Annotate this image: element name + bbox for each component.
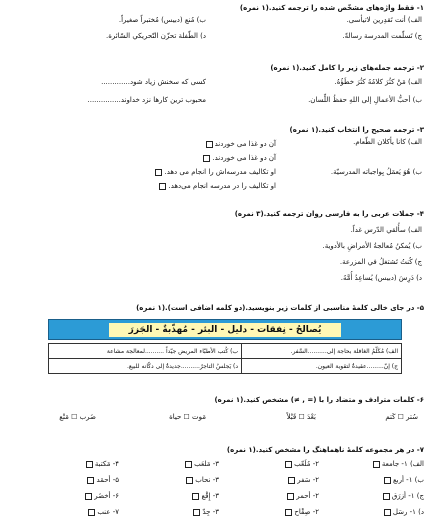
q6-pair-2: بَعْدَ ☐ قَبْلاً	[286, 413, 316, 421]
q5-title: ۵- در جای خالی کلمهٔ مناسبی از کلمات زیر بنویسید.(دو کلمه اضافی است).(١ نمره)	[136, 304, 424, 312]
q1-item-c: ج) تَسلّمت المدرسة رسالةً.	[342, 32, 422, 40]
q6-title: ۶- کلمات مترادف و متضاد را با (= , ≠) مشخص کنید.(١ نمره)	[214, 396, 424, 404]
q7-word: الف) ١- جامعة	[381, 460, 424, 468]
q7-row	[10, 476, 424, 486]
q1-title: ١- فقط واژه‌های مشخّص شده را ترجمه کنید.(١ نمره)	[239, 4, 424, 12]
q2-item-b-translation: محبوب ترین کارها نزد خداوند...............	[87, 96, 206, 104]
q1-item-d: د) الطّفلة تحزّن التّحريكي السّائرة.	[105, 32, 206, 40]
q2-item-a: الف) مَنْ كثُرَ كلامُهُ كثُرَ خطَؤُهُ.	[334, 78, 422, 86]
q3-b-option-2-label: او تکالیف را در مدرسه انجام می‌دهد.	[168, 182, 276, 190]
checkbox[interactable]	[206, 141, 213, 148]
q7-word: ٧- عنب	[97, 508, 119, 516]
q3-a-option-1-label: آن دو غذا می خوردند	[214, 140, 276, 148]
q6-pair-3: مَوت ☐ حياة	[169, 413, 206, 421]
checkbox[interactable]	[159, 183, 166, 190]
q4-item-a: الف) سأُلقي الدّرس غداً.	[350, 226, 422, 234]
checkbox[interactable]	[86, 461, 93, 468]
q7-word: ۴- مَكتبة	[94, 460, 119, 468]
checkbox[interactable]	[383, 493, 390, 500]
q4-item-d: د) دَرِسَ (دبیس) يُساعِدُ أُمَّهُ.	[340, 274, 422, 282]
q7-word: ٢- صِقْاح	[294, 508, 319, 516]
q4-item-b: ب) يُمكنُ مُعالجةُ الأمراضِ بالأدوية.	[322, 242, 422, 250]
q7-word: ج) ١- أزرَق	[391, 492, 424, 500]
q1-item-b: ب) مُنع (دبیس) مُختبراً صغیراً.	[118, 16, 206, 24]
q4-item-c: ج) كُنتُ تَشتغلُ في المزرعة.	[339, 258, 422, 266]
fill-blank-d: د) يَجلسُ التاجرُ..........جديدةٌ إلى دكّانه للبيع.	[49, 359, 242, 374]
fill-blank-a: الف) مُكَلّمُ الغافلة بحاجة إلى..........السَّفر.	[242, 344, 402, 359]
checkbox[interactable]	[287, 493, 294, 500]
q7-word: ٣- جِدّ	[202, 508, 219, 516]
q3-a-option-2[interactable]	[201, 154, 276, 162]
fill-blank-b: ب) كُتب الأطبّاء المريض جيّداً ..........لمعالجة مشاعة	[49, 344, 242, 359]
checkbox[interactable]	[384, 509, 391, 516]
q7-title: ٧- در هر مجموعه کلمهٔ ناهماهنگ را مشخص کنید.(١ نمره)	[226, 446, 424, 454]
word-bank-box	[48, 319, 402, 340]
q7-word: ۵- أحمَد	[96, 476, 119, 484]
q3-b-option-1-label: او تکالیف مدرسه‌اش را انجام می دهد.	[164, 168, 276, 176]
q7-word: ب) ١- أربع	[392, 476, 424, 484]
q7-row	[10, 460, 424, 470]
fill-blank-c: ج) إنّ.........عقيدةٌ لتقوية العيون.	[242, 359, 402, 374]
fill-blank-table	[48, 343, 402, 374]
q7-word: ۶- أخضَر	[94, 492, 119, 500]
q7-word: ٢- أحمر	[296, 492, 319, 500]
q7-word: ٣- إِقْع	[201, 492, 219, 500]
checkbox[interactable]	[285, 461, 292, 468]
checkbox[interactable]	[88, 509, 95, 516]
q3-a-option-2-label: آن دو غذا می خوردند.	[212, 154, 276, 162]
q4-title: ۴- جملات عربی را به فارسی روان ترجمه کنید.(٣ نمره)	[234, 210, 424, 218]
q3-b-option-2[interactable]	[157, 182, 276, 190]
q3-item-a: الف) كانا يأكلان الطّعام.	[353, 138, 422, 146]
checkbox[interactable]	[185, 461, 192, 468]
q3-title: ٣- ترجمه صحیح را انتخاب کنید.(١ نمره)	[289, 126, 424, 134]
q7-word: ٣- نحاب	[195, 476, 219, 484]
word-bank: يُصالحُ - نِفقات - دليل - البئر - مُهذّبةٌ - الجَزرَ	[109, 323, 342, 337]
checkbox[interactable]	[373, 461, 380, 468]
checkbox[interactable]	[193, 509, 200, 516]
q3-b-option-1[interactable]	[153, 168, 276, 176]
checkbox[interactable]	[288, 477, 295, 484]
q2-title: ٢- ترجمه جمله‌های زیر را کامل کنید.(١ نمره)	[270, 64, 424, 72]
q7-word: ٢- سَفر	[297, 476, 319, 484]
q7-grid	[10, 460, 424, 524]
checkbox[interactable]	[87, 477, 94, 484]
q2-item-b: ب) أحبُّ الأعمالِ إلى اللهِ حفظُ اللِّسان.	[308, 96, 422, 104]
q7-row	[10, 492, 424, 502]
checkbox[interactable]	[384, 477, 391, 484]
q6-pair-4: ضَرب ☐ مَنْع	[59, 413, 96, 421]
q7-row	[10, 508, 424, 518]
q2-item-a-translation: کسی که سخنش زیاد شود.............	[101, 78, 206, 86]
q7-word: د) ١- رسَل	[392, 508, 424, 516]
checkbox[interactable]	[203, 155, 210, 162]
checkbox[interactable]	[85, 493, 92, 500]
q3-item-b: ب) هُوَ يَعمَلُ بِواجباته المدرسيّة.	[330, 168, 422, 176]
checkbox[interactable]	[186, 477, 193, 484]
checkbox[interactable]	[285, 509, 292, 516]
checkbox[interactable]	[155, 169, 162, 176]
q6-pair-1: سُتر ☐ كَتم	[385, 413, 418, 421]
q7-word: ٣- مَلعَب	[194, 460, 219, 468]
q1-item-a: الف) أنت تَقدِرین لاتیأسی.	[346, 16, 422, 24]
q7-word: ٢- مُلَعّب	[294, 460, 319, 468]
checkbox[interactable]	[192, 493, 199, 500]
q3-a-option-1[interactable]	[204, 140, 276, 148]
